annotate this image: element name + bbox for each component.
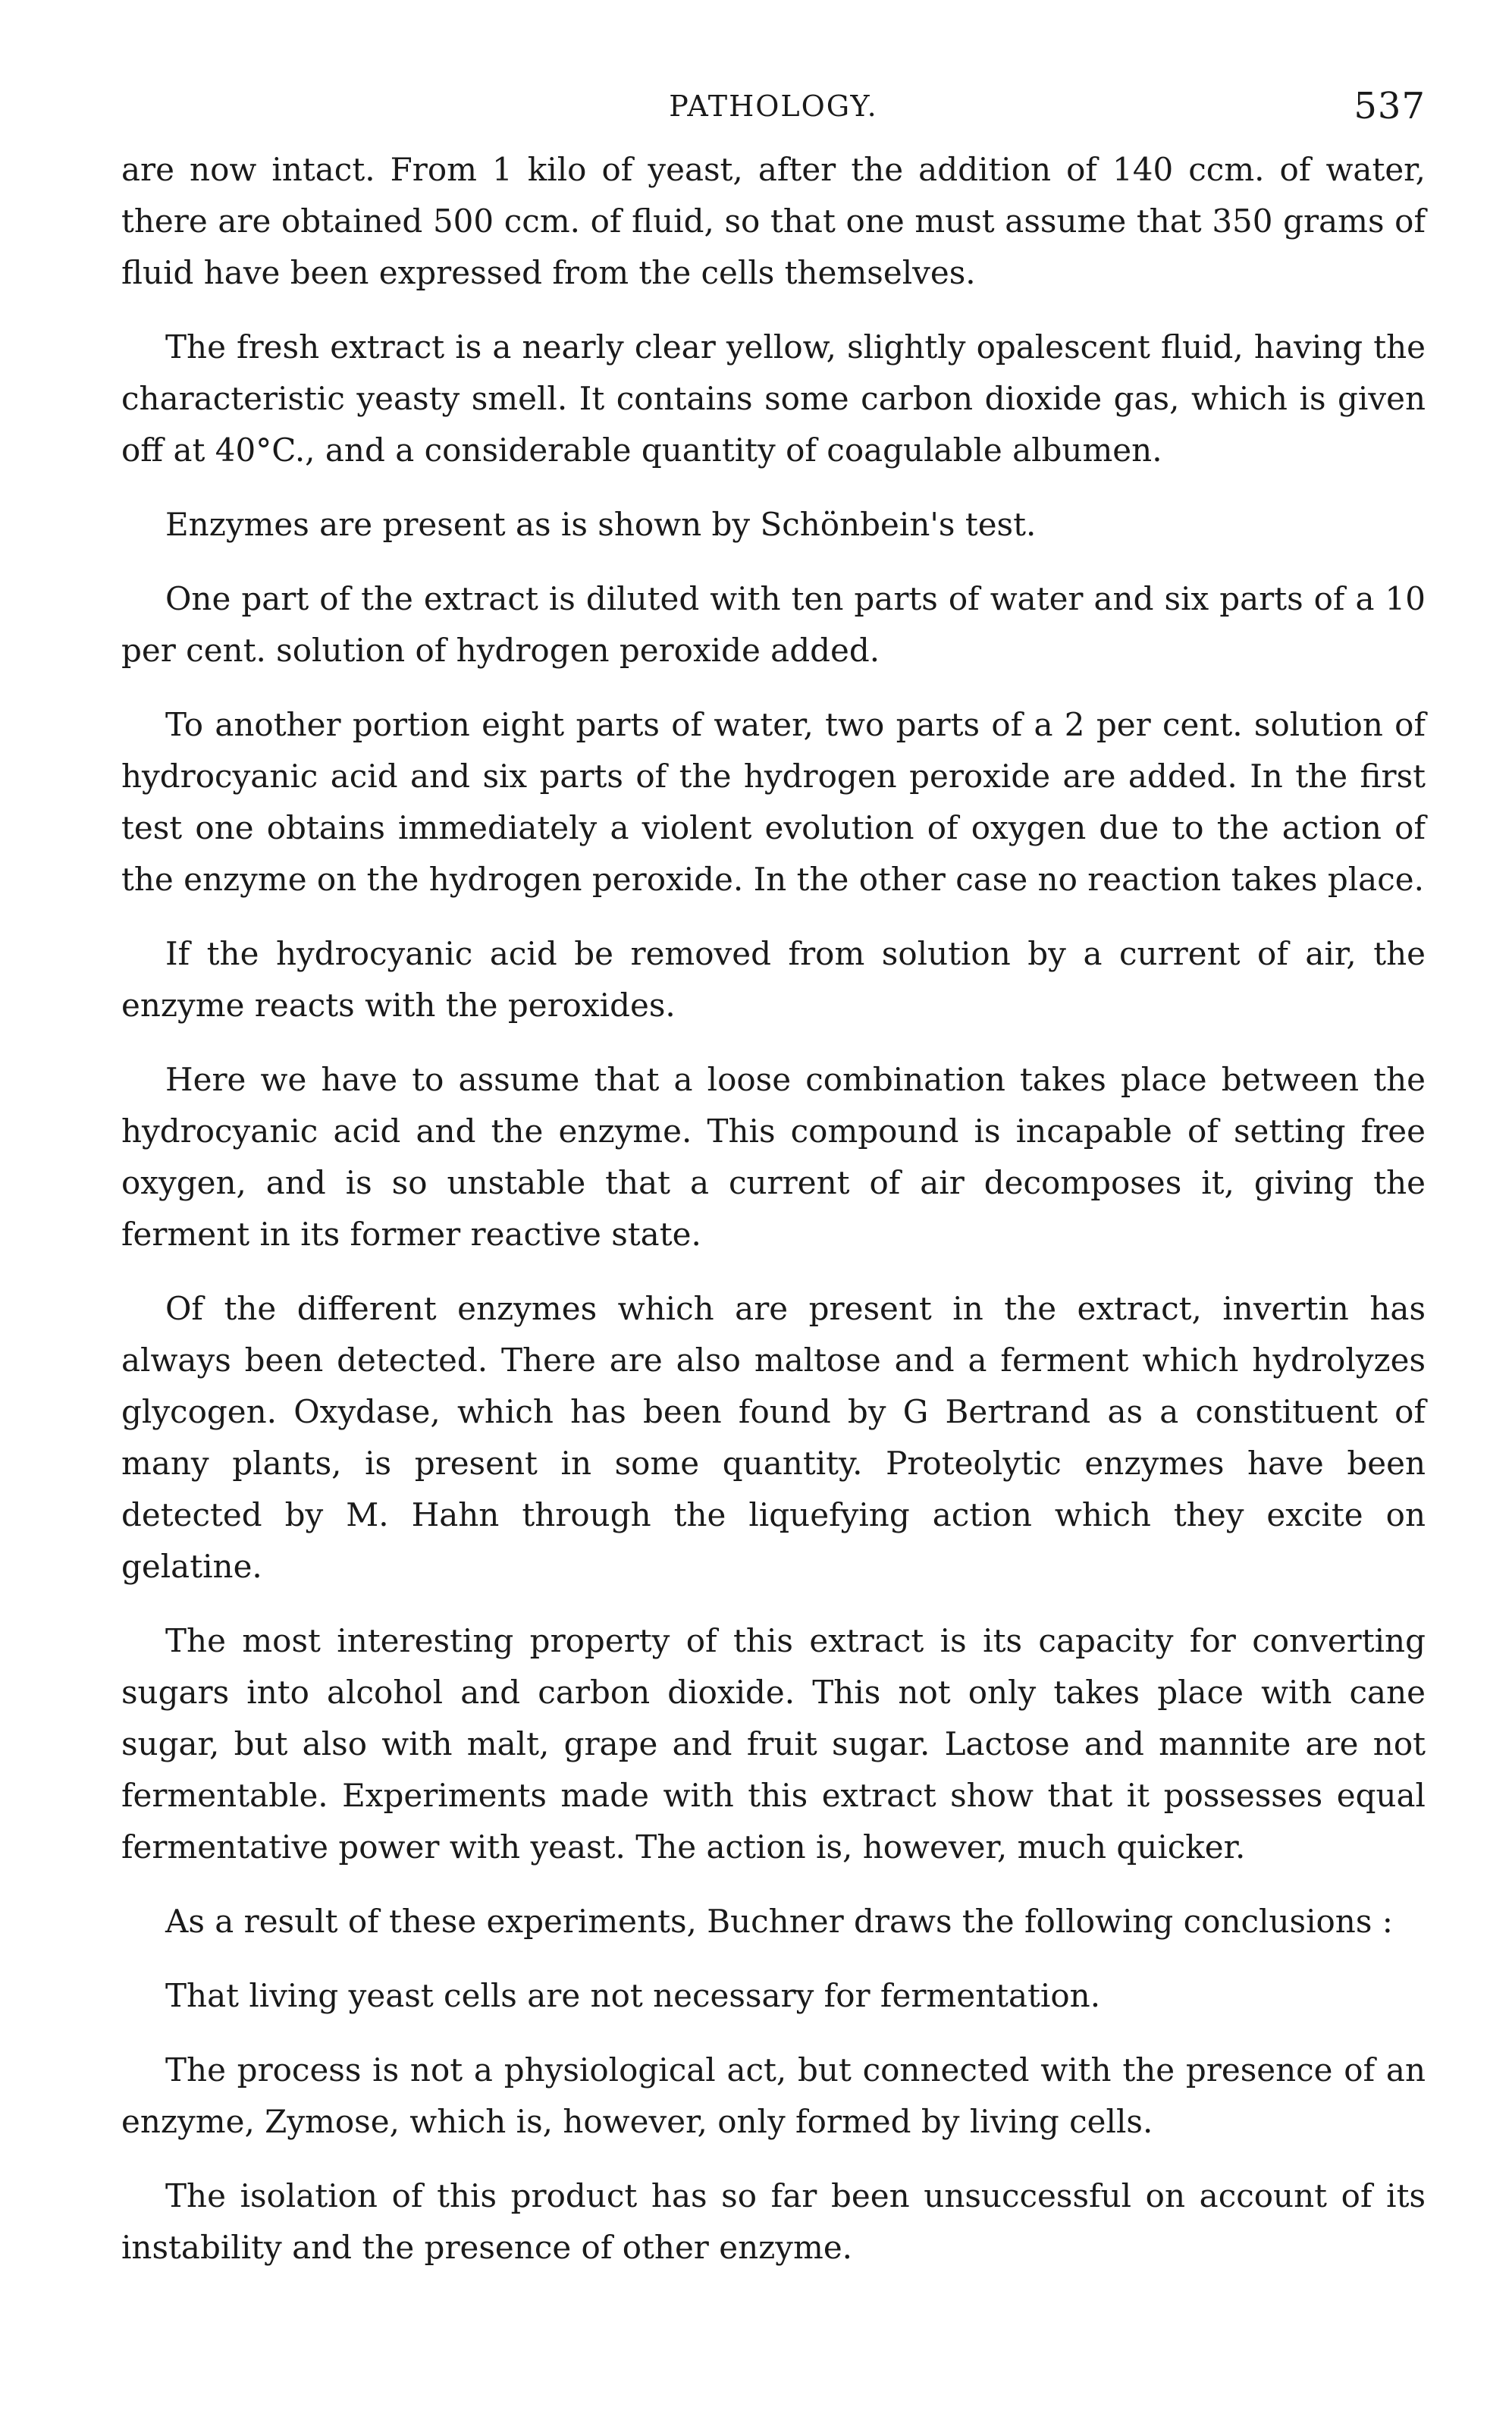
paragraph: As a result of these experiments, Buchner draws the following conclusions : — [165, 1903, 1393, 1940]
paragraph: Enzymes are present as is shown by Schönbein's test. — [165, 506, 1037, 543]
paragraph: The most interesting property of this extract is its capacity for converting sugars into alcohol and carbon dioxide. This not only takes place with cane sugar, but also with malt, grape and fruit sugar. Lactose and mannite are not fermentable. Experiments made with this extract show that it possesses equal fermentative power with yeast. The action is, however, much quicker. — [121, 1622, 1426, 1866]
paragraph: The process is not a physiological act, but connected with the presence of an enzyme, Zymose, which is, however, only formed by living cells. — [121, 2051, 1426, 2140]
paragraph-continued: are now intact. From 1 kilo of yeast, after the addition of 140 ccm. of water, there are obtained 500 ccm. of fluid, so that one must assume that 350 grams of fluid have been expressed from the cells themselves. — [121, 151, 1426, 291]
paragraph: Here we have to assume that a loose combination takes place between the hydrocyanic acid and the enzyme. This compound is incapable of setting free oxygen, and is so unstable that a current of air decomposes it, giving the ferment in its former reactive state. — [121, 1061, 1426, 1253]
paragraph: If the hydrocyanic acid be removed from solution by a current of air, the enzyme reacts with the peroxides. — [121, 935, 1426, 1024]
running-head — [121, 76, 1426, 129]
paragraph: The isolation of this product has so far been unsuccessful on account of its instability and the presence of other enzyme. — [121, 2177, 1426, 2266]
book-page — [121, 76, 1426, 2296]
paragraph: To another portion eight parts of water, two parts of a 2 per cent. solution of hydrocyanic acid and six parts of the hydrogen peroxide are added. In the first test one obtains immediately a violent evolution of oxygen due to the action of the enzyme on the hydrogen peroxide. In the other case no reaction takes place. — [121, 706, 1426, 898]
paragraph: Of the different enzymes which are present in the extract, invertin has always been detected. There are also maltose and a ferment which hydrolyzes glycogen. Oxydase, which has been found by G Bertrand as a constituent of many plants, is present in some quantity. Proteolytic enzymes have been detected by M. Hahn through the liquefying action which they excite on gelatine. — [121, 1290, 1426, 1585]
paragraph: One part of the extract is diluted with ten parts of water and six parts of a 10 per cent. solution of hydrogen peroxide added. — [121, 580, 1426, 669]
paragraph: The fresh extract is a nearly clear yellow, slightly opalescent fluid, having the characteristic yeasty smell. It contains some carbon dioxide gas, which is given off at 40°C., and a considerable quantity of coagulable albumen. — [121, 328, 1426, 469]
running-title: PATHOLOGY. — [669, 89, 878, 123]
body-text — [121, 144, 1426, 2274]
page-number: 537 — [1354, 85, 1426, 127]
paragraph: That living yeast cells are not necessary for fermentation. — [165, 1977, 1101, 2014]
